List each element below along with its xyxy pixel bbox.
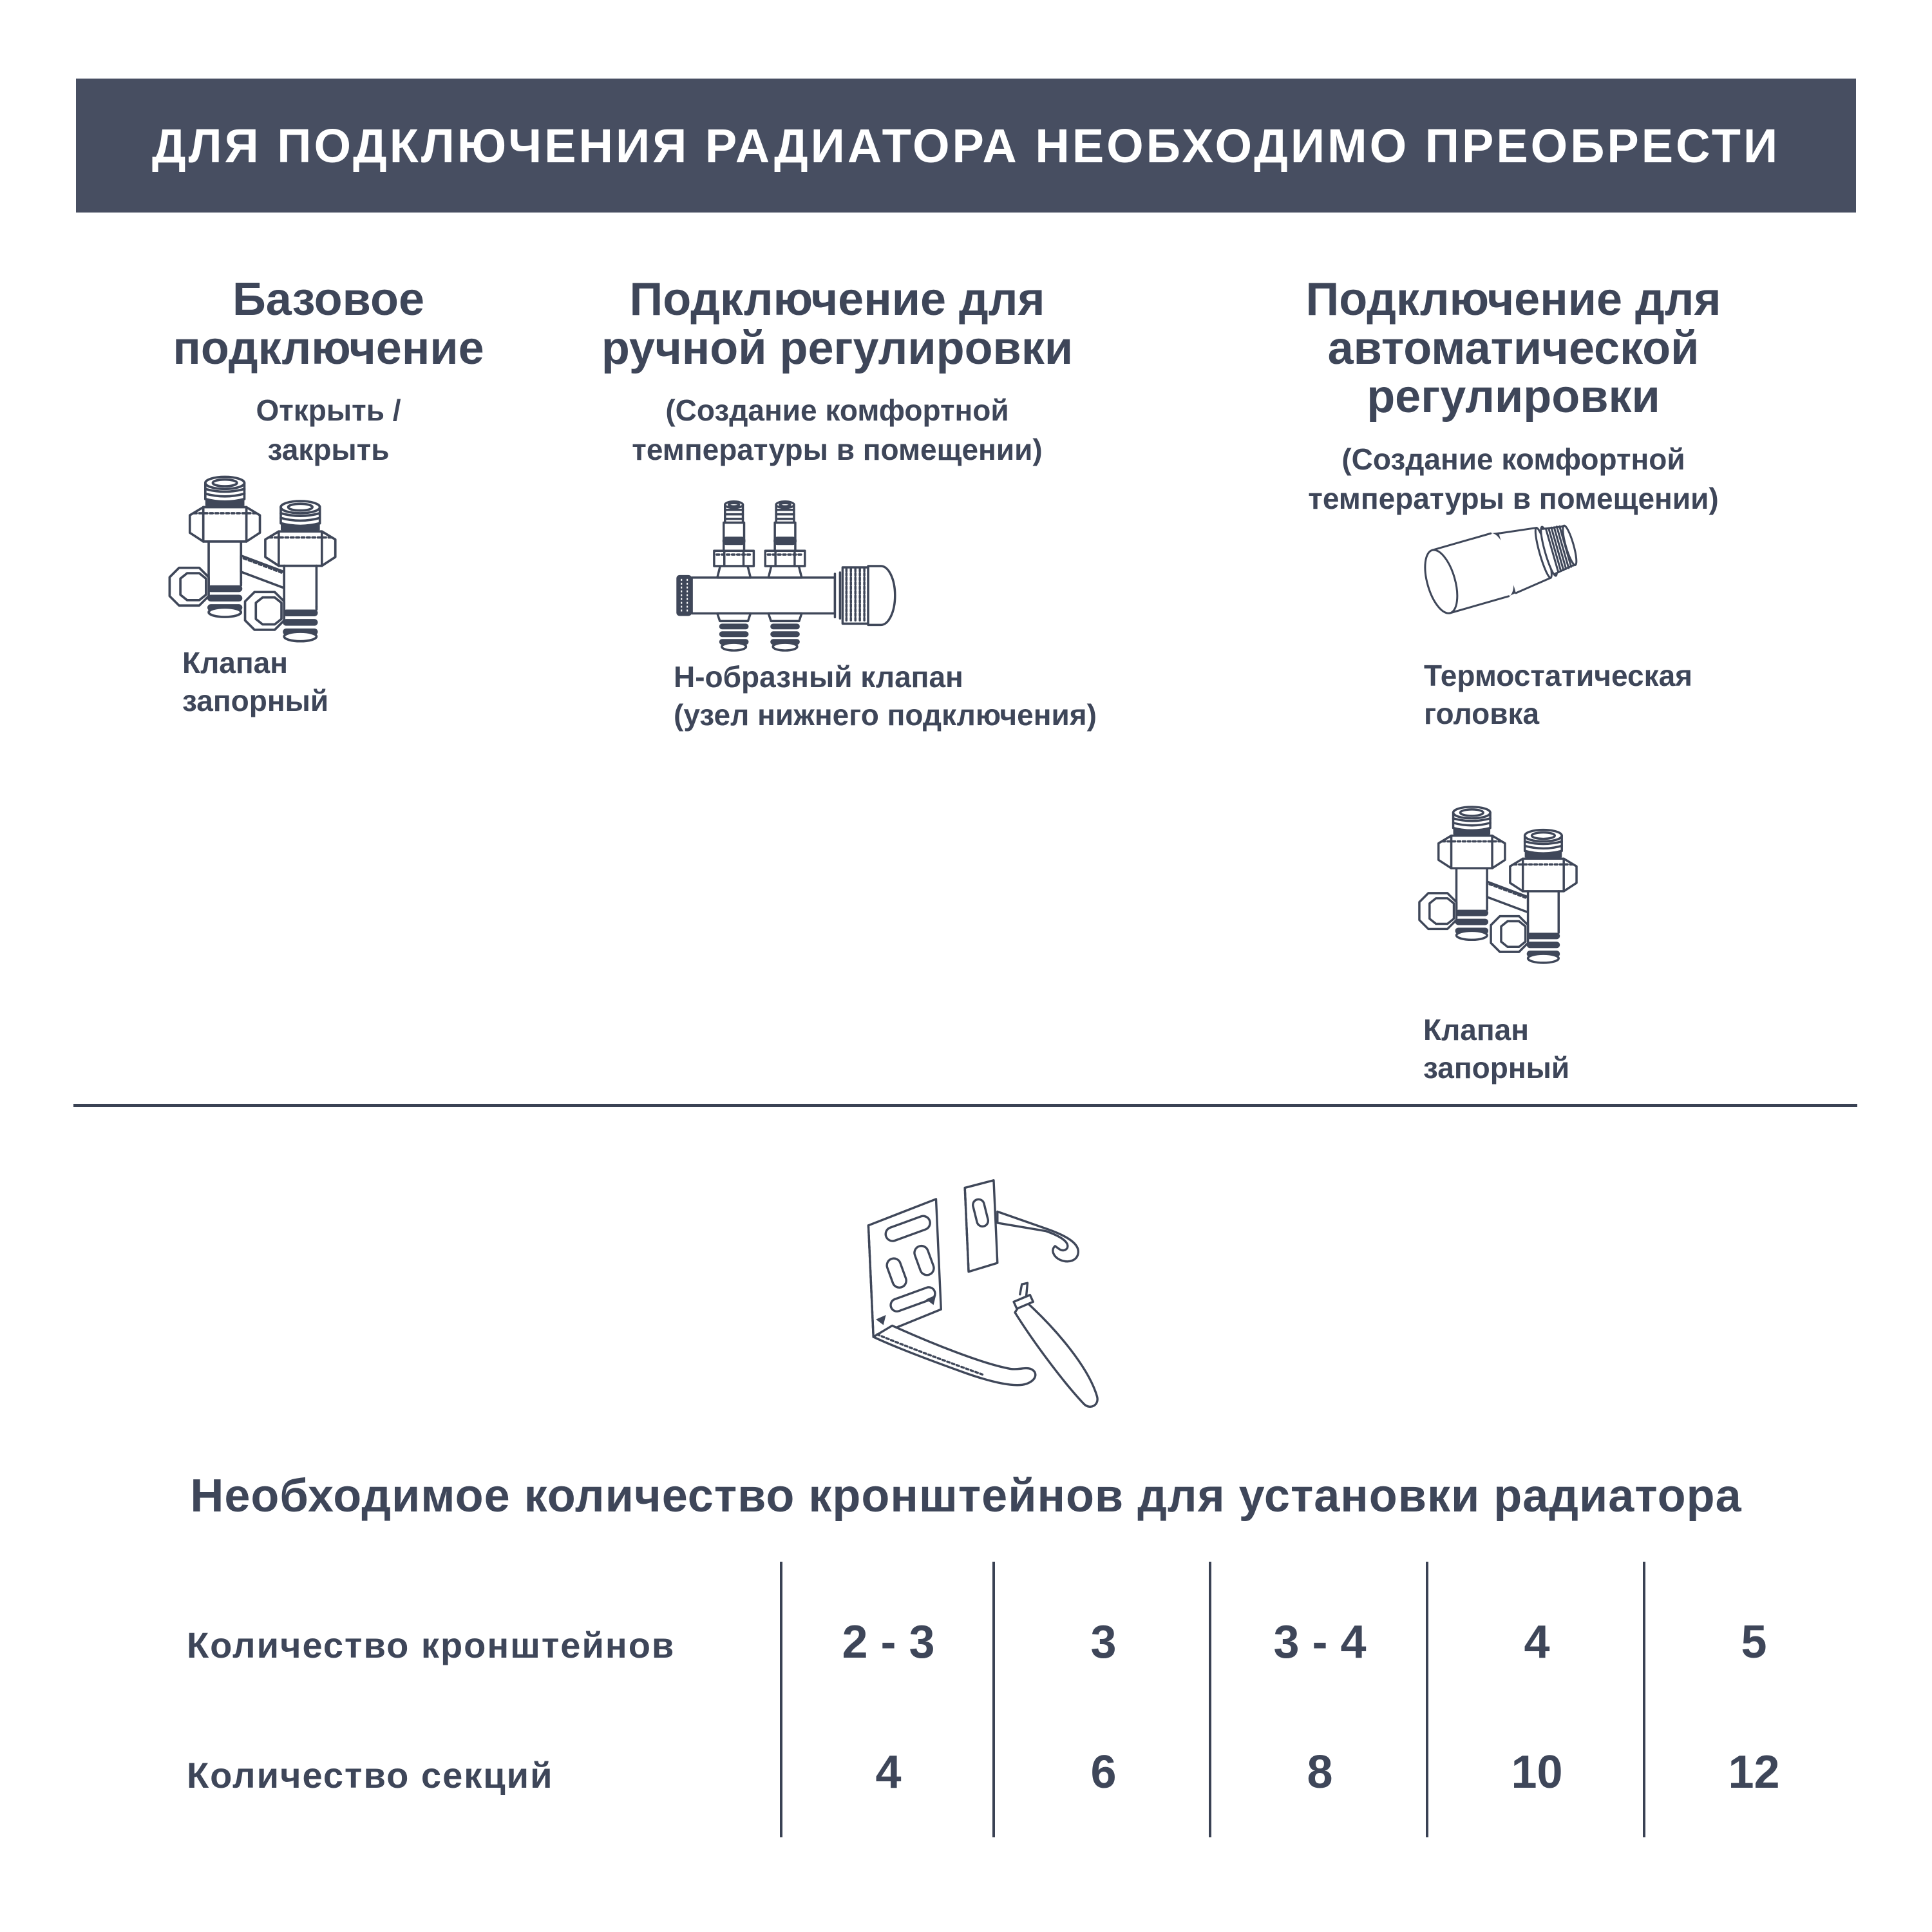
table-cell: 4 <box>875 1747 902 1798</box>
column-subtitle: Открыть / закрыть <box>256 393 401 466</box>
column-manual-regulation <box>580 276 1095 469</box>
table-title: Необходимое количество кронштейнов для установки радиатора <box>190 1470 1742 1522</box>
caption-shutoff-valve: Клапан запорный <box>1423 1013 1570 1084</box>
table-cell: 5 <box>1741 1616 1767 1668</box>
section-divider <box>73 1104 1857 1107</box>
header-banner <box>76 79 1856 213</box>
caption-h-valve: Н-образный клапан (узел нижнего подключения) <box>674 660 1097 732</box>
column-title: Базовое подключение <box>173 274 484 374</box>
table-cell: 3 <box>1090 1616 1117 1668</box>
column-subtitle: (Создание комфортной температуры в помещении) <box>1308 442 1719 515</box>
table-cell: 12 <box>1728 1747 1780 1798</box>
table-cell: 4 <box>1524 1616 1550 1668</box>
table-cell: 3 - 4 <box>1273 1616 1367 1668</box>
caption-shutoff-valve: Клапан запорный <box>182 646 329 717</box>
radiator-bracket-icon <box>832 1151 1108 1427</box>
thermostatic-head-icon <box>1414 497 1580 637</box>
column-title: Подключение для ручной регулировки <box>601 274 1074 374</box>
shutoff-valve-icon <box>1414 802 1580 965</box>
column-basic-connection <box>71 276 586 469</box>
table-cell: 10 <box>1511 1747 1563 1798</box>
column-automatic-regulation <box>1179 276 1848 518</box>
caption-thermostatic-head: Термостатическая головка <box>1424 659 1693 730</box>
h-valve-icon <box>670 483 907 656</box>
page-title: ДЛЯ ПОДКЛЮЧЕНИЯ РАДИАТОРА НЕОБХОДИМО ПРЕОБРЕСТИ <box>151 118 1781 173</box>
column-title: Подключение для автоматической регулировки <box>1305 274 1721 423</box>
column-subtitle: (Создание комфортной температуры в помещении) <box>632 393 1043 466</box>
table-cell: 8 <box>1307 1747 1333 1798</box>
shutoff-valve-icon <box>164 472 339 644</box>
table-cell: 2 - 3 <box>842 1616 935 1668</box>
row-label-brackets: Количество кронштейнов <box>187 1625 676 1665</box>
row-label-sections: Количество секций <box>187 1755 554 1795</box>
table-cell: 6 <box>1090 1747 1117 1798</box>
